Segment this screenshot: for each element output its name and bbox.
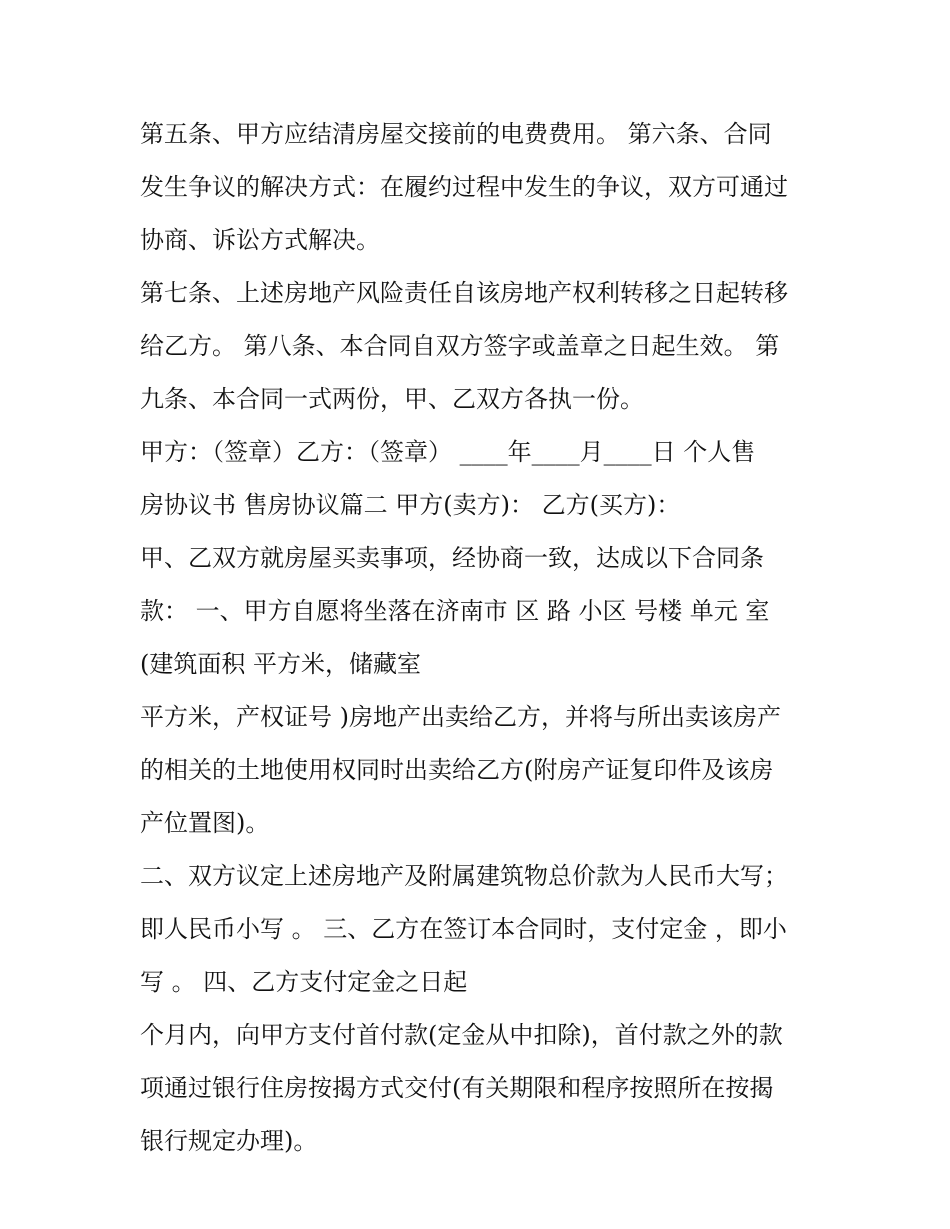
text-line: 第七条、上述房地产风险责任自该房地产权利转移之日起转移: [140, 279, 788, 307]
text-line: 的相关的土地使用权同时出卖给乙方(附房产证复印件及该房: [140, 756, 774, 784]
text-line: 九条、本合同一式两份，甲、乙双方各执一份。: [140, 385, 644, 413]
contract-text: [140, 108, 820, 1168]
text-line: 平方米，产权证号 )房地产出卖给乙方，并将与所出卖该房产: [140, 703, 781, 731]
text-line: 款： 一、甲方自愿将坐落在济南市 区 路 小区 号楼 单元 室: [140, 597, 770, 625]
text-line: 发生争议的解决方式：在履约过程中发生的争议，双方可通过: [140, 173, 788, 201]
text-line: 第五条、甲方应结清房屋交接前的电费费用。 第六条、合同: [140, 120, 772, 148]
text-line: 二、双方议定上述房地产及附属建筑物总价款为人民币大写；: [140, 862, 788, 890]
text-line: 项通过银行住房按揭方式交付(有关期限和程序按照所在按揭: [140, 1074, 774, 1102]
text-line: 产位置图)。: [140, 809, 270, 837]
text-line: 银行规定办理)。: [140, 1127, 318, 1155]
text-line: (建筑面积 平方米，储藏室: [140, 650, 421, 678]
text-line: 即人民币小写 。 三、乙方在签订本合同时，支付定金 ，即小: [140, 915, 787, 943]
text-line: 给乙方。 第八条、本合同自双方签字或盖章之日起生效。 第: [140, 332, 780, 360]
text-line: 写 。 四、乙方支付定金之日起: [140, 968, 468, 996]
text-line: 个月内，向甲方支付首付款(定金从中扣除)，首付款之外的款: [140, 1021, 783, 1049]
text-line: 甲方：（签章）乙方：（签章） ____年____月____日 个人售: [140, 438, 756, 466]
text-line: 协商、诉讼方式解决。: [140, 226, 380, 254]
text-line: 房协议书 售房协议篇二 甲方(卖方)： 乙方(买方)：: [140, 491, 681, 519]
text-line: 甲、乙双方就房屋买卖事项，经协商一致，达成以下合同条: [140, 544, 764, 572]
